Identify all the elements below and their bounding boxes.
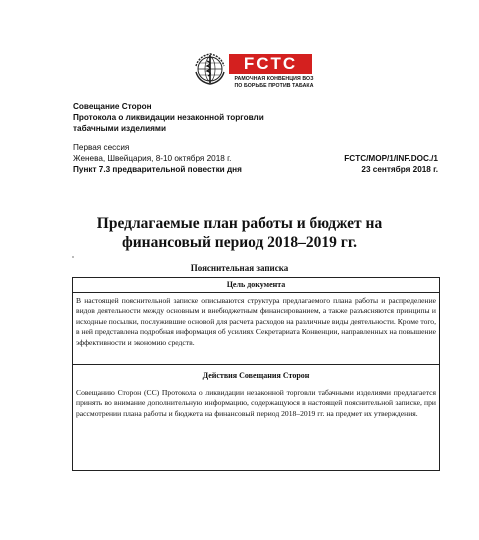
document-number: FCTC/MOP/1/INF.DOC./1: [344, 154, 438, 163]
document-date: 23 сентября 2018 г.: [361, 165, 438, 174]
meeting-name-line-1: Совещание Сторон: [73, 102, 152, 111]
action-text: Совещанию Сторон (СС) Протокола о ликвидации незаконной торговли табачными изделиями предлагается принять во внимание дополнительную информацию, содержащуюся в настоящей пояснительной записке, при рассмотрении плана работы и бюджета на финансовый период 2018–2019 гг. на предмет их утверждения.: [76, 388, 436, 418]
meeting-name-line-3: табачными изделиями: [73, 124, 166, 133]
logo-tagline-line-1: РАМОЧНАЯ КОНВЕНЦИЯ ВОЗ: [234, 76, 314, 82]
document-title-line-1: Предлагаемые план работы и бюджет на: [96, 215, 383, 232]
fctc-logo: FCTC: [229, 54, 312, 74]
box-divider-top: [72, 292, 440, 293]
agenda-item: Пункт 7.3 предварительной повестки дня: [73, 165, 242, 174]
session-place-date: Женева, Швейцария, 8-10 октября 2018 г.: [73, 154, 232, 163]
action-heading: Действия Совещания Сторон: [202, 371, 310, 380]
who-emblem-icon: [193, 52, 227, 86]
meeting-name-line-2: Протокола о ликвидации незаконной торговли: [73, 113, 264, 122]
logo-tagline-line-2: ПО БОРЬБЕ ПРОТИВ ТАБАКА: [234, 83, 314, 89]
purpose-heading: Цель документа: [226, 280, 286, 289]
document-subtitle: Пояснительная записка: [190, 263, 289, 273]
box-divider-middle: [72, 364, 440, 365]
session-name: Первая сессия: [73, 143, 130, 152]
purpose-text: В настоящей пояснительной записке описываются структура предлагаемого плана работы и распределение видов деятельности между основным и внебюджетным финансированием, а также разъясняются принципы и исходные посылки, послужившие основой для расчета расходов на различные виды деятельности. Кроме того, в ней представлена подробная информация об усилиях Секретариата Конвенции, направленных на повышение эффективности и экономию средств.: [76, 296, 436, 347]
document-title-line-2: финансовый период 2018–2019 гг.: [122, 234, 357, 251]
stray-mark: [72, 256, 74, 258]
